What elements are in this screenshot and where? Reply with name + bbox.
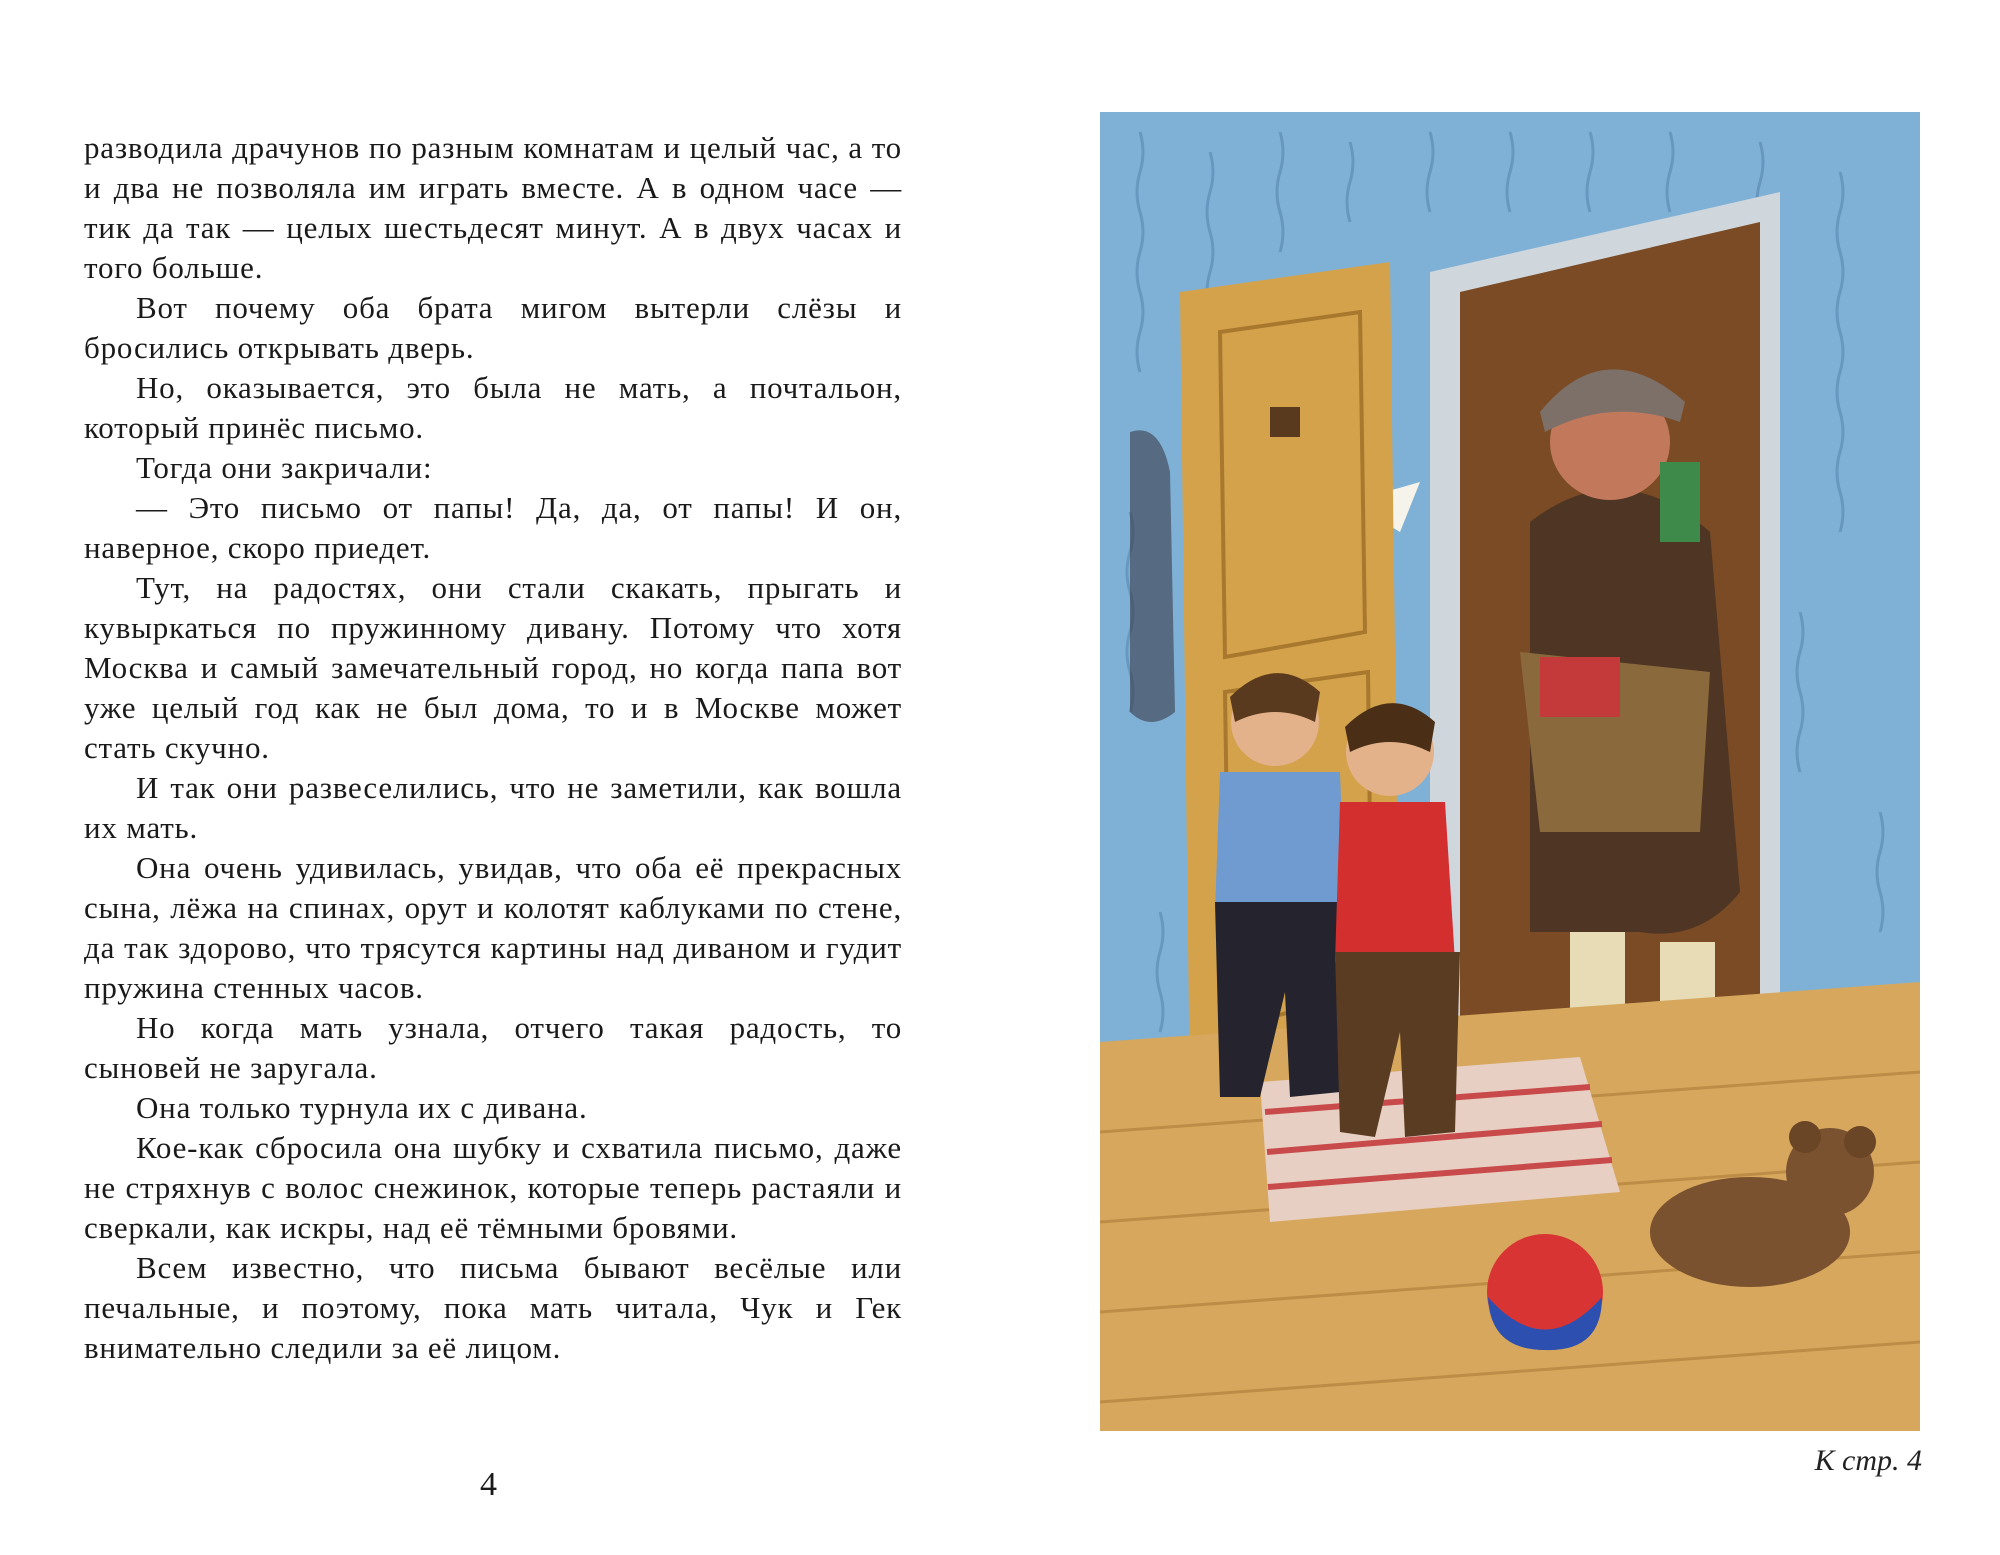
boy-shirt	[1335, 802, 1455, 962]
door-peephole	[1270, 407, 1300, 437]
paragraph: Тут, на радостях, они стали скакать, прыгать и кувыркаться по пружинному дивану. Потому что хотя Москва и самый замечательный город, но когда папа вот уже целый год как не был дома, то и в Москве может стать скучно.	[84, 570, 902, 765]
paragraph: — Это письмо от папы! Да, да, от папы! И он, наверное, скоро приедет.	[84, 490, 902, 565]
illustration	[1100, 112, 1920, 1431]
coat-on-hook	[1130, 430, 1175, 722]
postman-at-door-illustration	[1100, 112, 1920, 1431]
paragraph: Кое-как сбросила она шубку и схватила письмо, даже не стряхнув с волос снежинок, которые теперь растаяли и сверкали, как искры, над её тёмными бровями.	[84, 1130, 902, 1245]
paragraph: Вот почему оба брата мигом вытерли слёзы и бросились открывать дверь.	[84, 290, 902, 365]
paragraph: Но, оказывается, это была не мать, а почтальон, который принёс письмо.	[84, 370, 902, 445]
illustration-caption: К стр. 4	[1814, 1444, 1922, 1477]
page-number: 4	[480, 1466, 497, 1503]
teddy-bear-ear	[1789, 1121, 1821, 1153]
paragraph: разводила драчунов по разным комнатам и целый час, а то и два не позволяла им играть вместе. А в одном часе — тик да так — целых шестьдесят минут. А в двух часах и того больше.	[84, 130, 902, 285]
letters-in-bag	[1540, 657, 1620, 717]
postman-scarf	[1660, 462, 1700, 542]
paragraph: Она только турнула их с дивана.	[136, 1090, 588, 1125]
text-column	[84, 128, 902, 1368]
teddy-bear-ear	[1844, 1126, 1876, 1158]
paragraph: И так они развеселились, что не заметили, как вошла их мать.	[84, 770, 902, 845]
paragraph: Тогда они закричали:	[136, 450, 433, 485]
paragraph: Она очень удивилась, увидав, что оба её прекрасных сына, лёжа на спинах, орут и колотят каблуками по стене, да так здорово, что трясутся картины над диваном и гудит пружина стенных часов.	[84, 850, 902, 1005]
paragraph: Всем известно, что письма бывают весёлые или печальные, и поэтому, пока мать читала, Чук и Гек внимательно следили за её лицом.	[84, 1250, 902, 1365]
paragraph: Но когда мать узнала, отчего такая радость, то сыновей не заругала.	[84, 1010, 902, 1085]
boy-shirt	[1215, 772, 1345, 912]
